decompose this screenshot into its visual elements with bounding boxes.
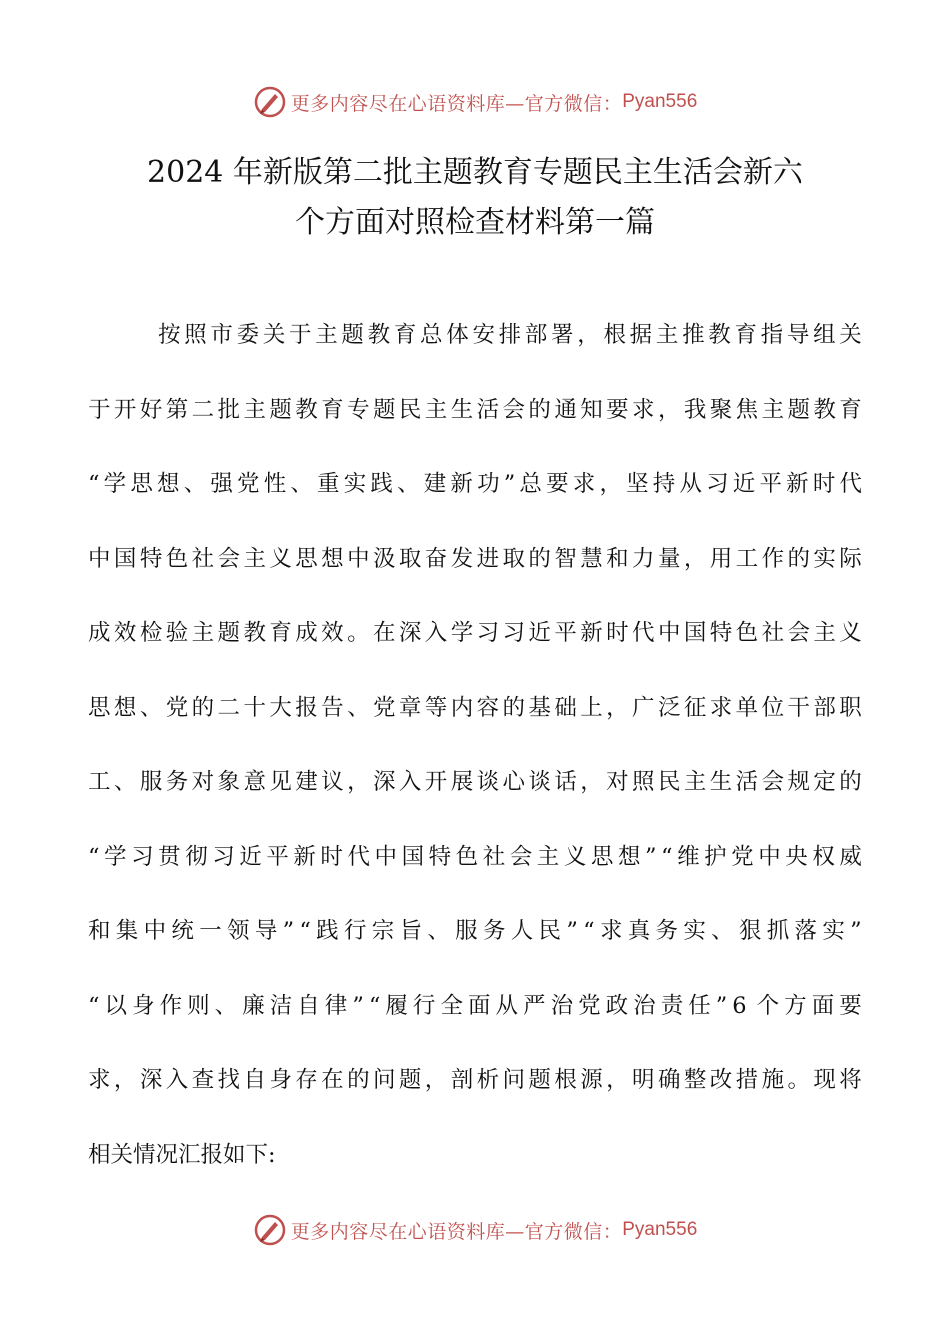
paragraph-line: “ 以 身 作 则 、 廉 洁 自 律 ” “ 履 行 全 面 从 严 治 党 政 治 责 任 ” 6 个 方 面 要: [88, 992, 862, 1019]
paragraph-line: “ 学 习 贯 彻 习 近 平 新 时 代 中 国 特 色 社 会 主 义 思 想 ” “ 维 护 党 中 央 权 威: [88, 843, 862, 870]
paragraph-line: 成 效 检 验 主 题 教 育 成 效 。 在 深 入 学 习 习 近 平 新 时 代 中 国 特 色 社 会 主 义: [88, 620, 862, 646]
pen-logo-icon: [253, 1213, 287, 1247]
document-title: [60, 148, 890, 248]
watermark-id: Pyan556: [622, 1219, 698, 1240]
watermark-id: Pyan556: [622, 91, 698, 112]
paragraph-line: 思 想 、 党 的 二 十 大 报 告 、 党 章 等 内 容 的 基 础 上 ， 广 泛 征 求 单 位 干 部 职: [88, 694, 862, 721]
paragraph-line: 于 开 好 第 二 批 主 题 教 育 专 题 民 主 生 活 会 的 通 知 要 求 ， 我 聚 焦 主 题 教 育: [88, 396, 862, 423]
paragraph-line: 中 国 特 色 社 会 主 义 思 想 中 汲 取 奋 发 进 取 的 智 慧 和 力 量 ， 用 工 作 的 实 际: [88, 545, 862, 572]
paragraph-line: 和 集 中 统 一 领 导 ” “ 践 行 宗 旨 、 服 务 人 民 ” “ 求 真 务 实 、 狠 抓 落 实 ”: [88, 918, 862, 944]
paragraph-line: “ 学 思 想 、 强 党 性 、 重 实 践 、 建 新 功 ” 总 要 求 ， 坚 持 从 习 近 平 新 时 代: [88, 471, 862, 497]
body-paragraph: [88, 305, 862, 1199]
paragraph-line: 相关情况汇报如下:: [88, 1141, 276, 1168]
watermark-banner-bottom: [0, 1210, 950, 1250]
paragraph-line: 按 照 市 委 关 于 主 题 教 育 总 体 安 排 部 署 ， 根 据 主 推 教 育 指 导 组 关: [158, 322, 862, 348]
watermark-text: 更多内容尽在心语资料库—官方微信：: [290, 1220, 623, 1243]
title-line-1: 2024 年新版第二批主题教育专题民主生活会新六: [147, 155, 803, 190]
watermark-text: 更多内容尽在心语资料库—官方微信：: [290, 92, 623, 115]
pen-logo-icon: [253, 85, 287, 119]
paragraph-line: 工 、 服 务 对 象 意 见 建 议 ， 深 入 开 展 谈 心 谈 话 ， 对 照 民 主 生 活 会 规 定 的: [88, 769, 862, 795]
paragraph-line: 求 ， 深 入 查 找 自 身 存 在 的 问 题 ， 剖 析 问 题 根 源 ， 明 确 整 改 措 施 。 现 将: [88, 1067, 862, 1093]
title-line-2: 个方面对照检查材料第一篇: [295, 205, 655, 240]
watermark-banner-top: [0, 82, 950, 122]
